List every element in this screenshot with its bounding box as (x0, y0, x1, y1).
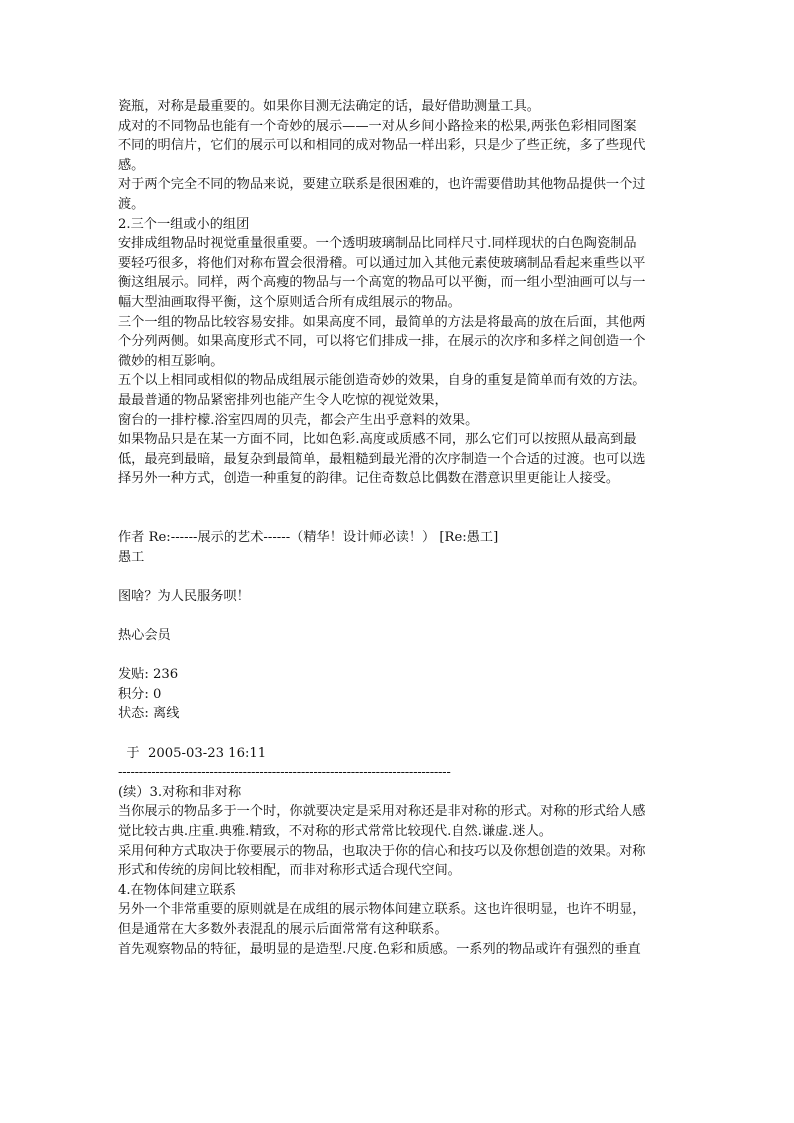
text-line: 如果物品只是在某一方面不同，比如色彩.高度或质感不同，那么它们可以按照从最高到最 (118, 432, 637, 448)
author-status: 状态: 离线 (118, 706, 180, 722)
text-line: 要轻巧很多，将他们对称布置会很滑稽。可以通过加入其他元素使玻璃制品看起来重些以平 (118, 255, 646, 271)
section-heading: 2.三个一组或小的组团 (118, 216, 250, 232)
text-line: 瓷瓶，对称是最重要的。如果你目测无法确定的话，最好借助测量工具。 (118, 99, 540, 114)
text-line: 采用何种方式取决于你要展示的物品，也取决于你的信心和技巧以及你想创造的效果。对称 (118, 843, 646, 859)
article-section-2 (118, 783, 688, 959)
post-author-name[interactable]: 愚工 (118, 549, 145, 565)
blank-line (118, 646, 688, 666)
text-line: 个分列两侧。如果高度形式不同，可以将它们排成一排，在展示的次序和多样之间创造一个 (118, 334, 646, 350)
text-line: 低，最亮到最暗，最复杂到最简单，最粗糙到最光滑的次序制造一个合适的过渡。也可以选 (118, 451, 646, 467)
text-line: 觉比较古典.庄重.典雅.精致，不对称的形式常常比较现代.自然.谦虚.迷人。 (118, 823, 552, 839)
post-author-line[interactable]: 作者 Re:------展示的艺术------（精华！设计师必读！） [Re:愚工] (118, 530, 499, 546)
text-line: 当你展示的物品多于一个时，你就要决定是采用对称还是非对称的形式。对称的形式给人感 (118, 804, 646, 820)
text-line: 择另外一种方式，创造一种重复的韵律。记住奇数总比偶数在潜意识里更能让人接受。 (118, 471, 620, 487)
text-line: 微妙的相互影响。 (118, 353, 224, 369)
author-post-count: 发贴: 236 (118, 667, 179, 683)
text-line: 最最普通的物品紧密排列也能产生令人吃惊的视觉效果， (118, 392, 448, 408)
text-line: 五个以上相同或相似的物品成组展示能创造奇妙的效果，自身的重复是简单而有效的方法。 (118, 373, 646, 389)
text-line: 不同的明信片，它们的展示可以和相同的成对物品一样出彩，只是少了些正统，多了些现代 (118, 138, 646, 154)
text-line: 渡。 (118, 196, 145, 212)
author-points: 积分: 0 (118, 686, 162, 702)
blank-line (118, 508, 688, 528)
text-line: 首先观察物品的特征，最明显的是造型.尺度.色彩和质感。一系列的物品或许有强烈的垂直 (118, 941, 641, 957)
post-header (118, 528, 688, 783)
text-line: 形式和传统的房间比较相配，而非对称形式适合现代空间。 (118, 863, 461, 879)
blank-line (118, 724, 688, 744)
author-signature: 图啥？为人民服务呗！ (118, 588, 250, 604)
text-line: 安排成组物品时视觉重量很重要。一个透明玻璃制品比同样尺寸.同样现状的白色陶瓷制品 (118, 236, 637, 252)
author-rank: 热心会员 (118, 628, 171, 644)
post-separator: -------------------------------------------------------------------------------- (118, 765, 451, 781)
text-line: 成对的不同物品也能有一个奇妙的展示——一对从乡间小路捡来的松果,两张色彩相同图案 (118, 118, 637, 134)
text-line: 幅大型油画取得平衡，这个原则适合所有成组展示的物品。 (118, 294, 461, 310)
section-heading: (续）3.对称和非对称 (118, 784, 242, 800)
text-line: 感。 (118, 157, 145, 173)
blank-line (118, 567, 688, 587)
text-line: 对于两个完全不同的物品来说，要建立联系是很困难的，也许需要借助其他物品提供一个过 (118, 177, 646, 193)
text-line: 衡这组展示。同样，两个高瘦的物品与一个高宽的物品可以平衡，而一组小型油画可以与一 (118, 275, 646, 291)
text-line: 另外一个非常重要的原则就是在成组的展示物体间建立联系。这也许很明显，也许不明显， (118, 902, 646, 918)
blank-line (118, 489, 688, 509)
text-line: 但是通常在大多数外表混乱的展示后面常常有这种联系。 (118, 921, 448, 937)
article-section-1 (118, 97, 688, 489)
text-line: 窗台的一排柠檬.浴室四周的贝壳，都会产生出乎意料的效果。 (118, 412, 479, 428)
post-date: 于 2005-03-23 16:11 (118, 745, 267, 761)
section-heading: 4.在物体间建立联系 (118, 882, 237, 898)
document-page (118, 97, 688, 959)
text-line: 三个一组的物品比较容易安排。如果高度不同，最简单的方法是将最高的放在后面，其他两 (118, 314, 646, 330)
blank-line (118, 606, 688, 626)
